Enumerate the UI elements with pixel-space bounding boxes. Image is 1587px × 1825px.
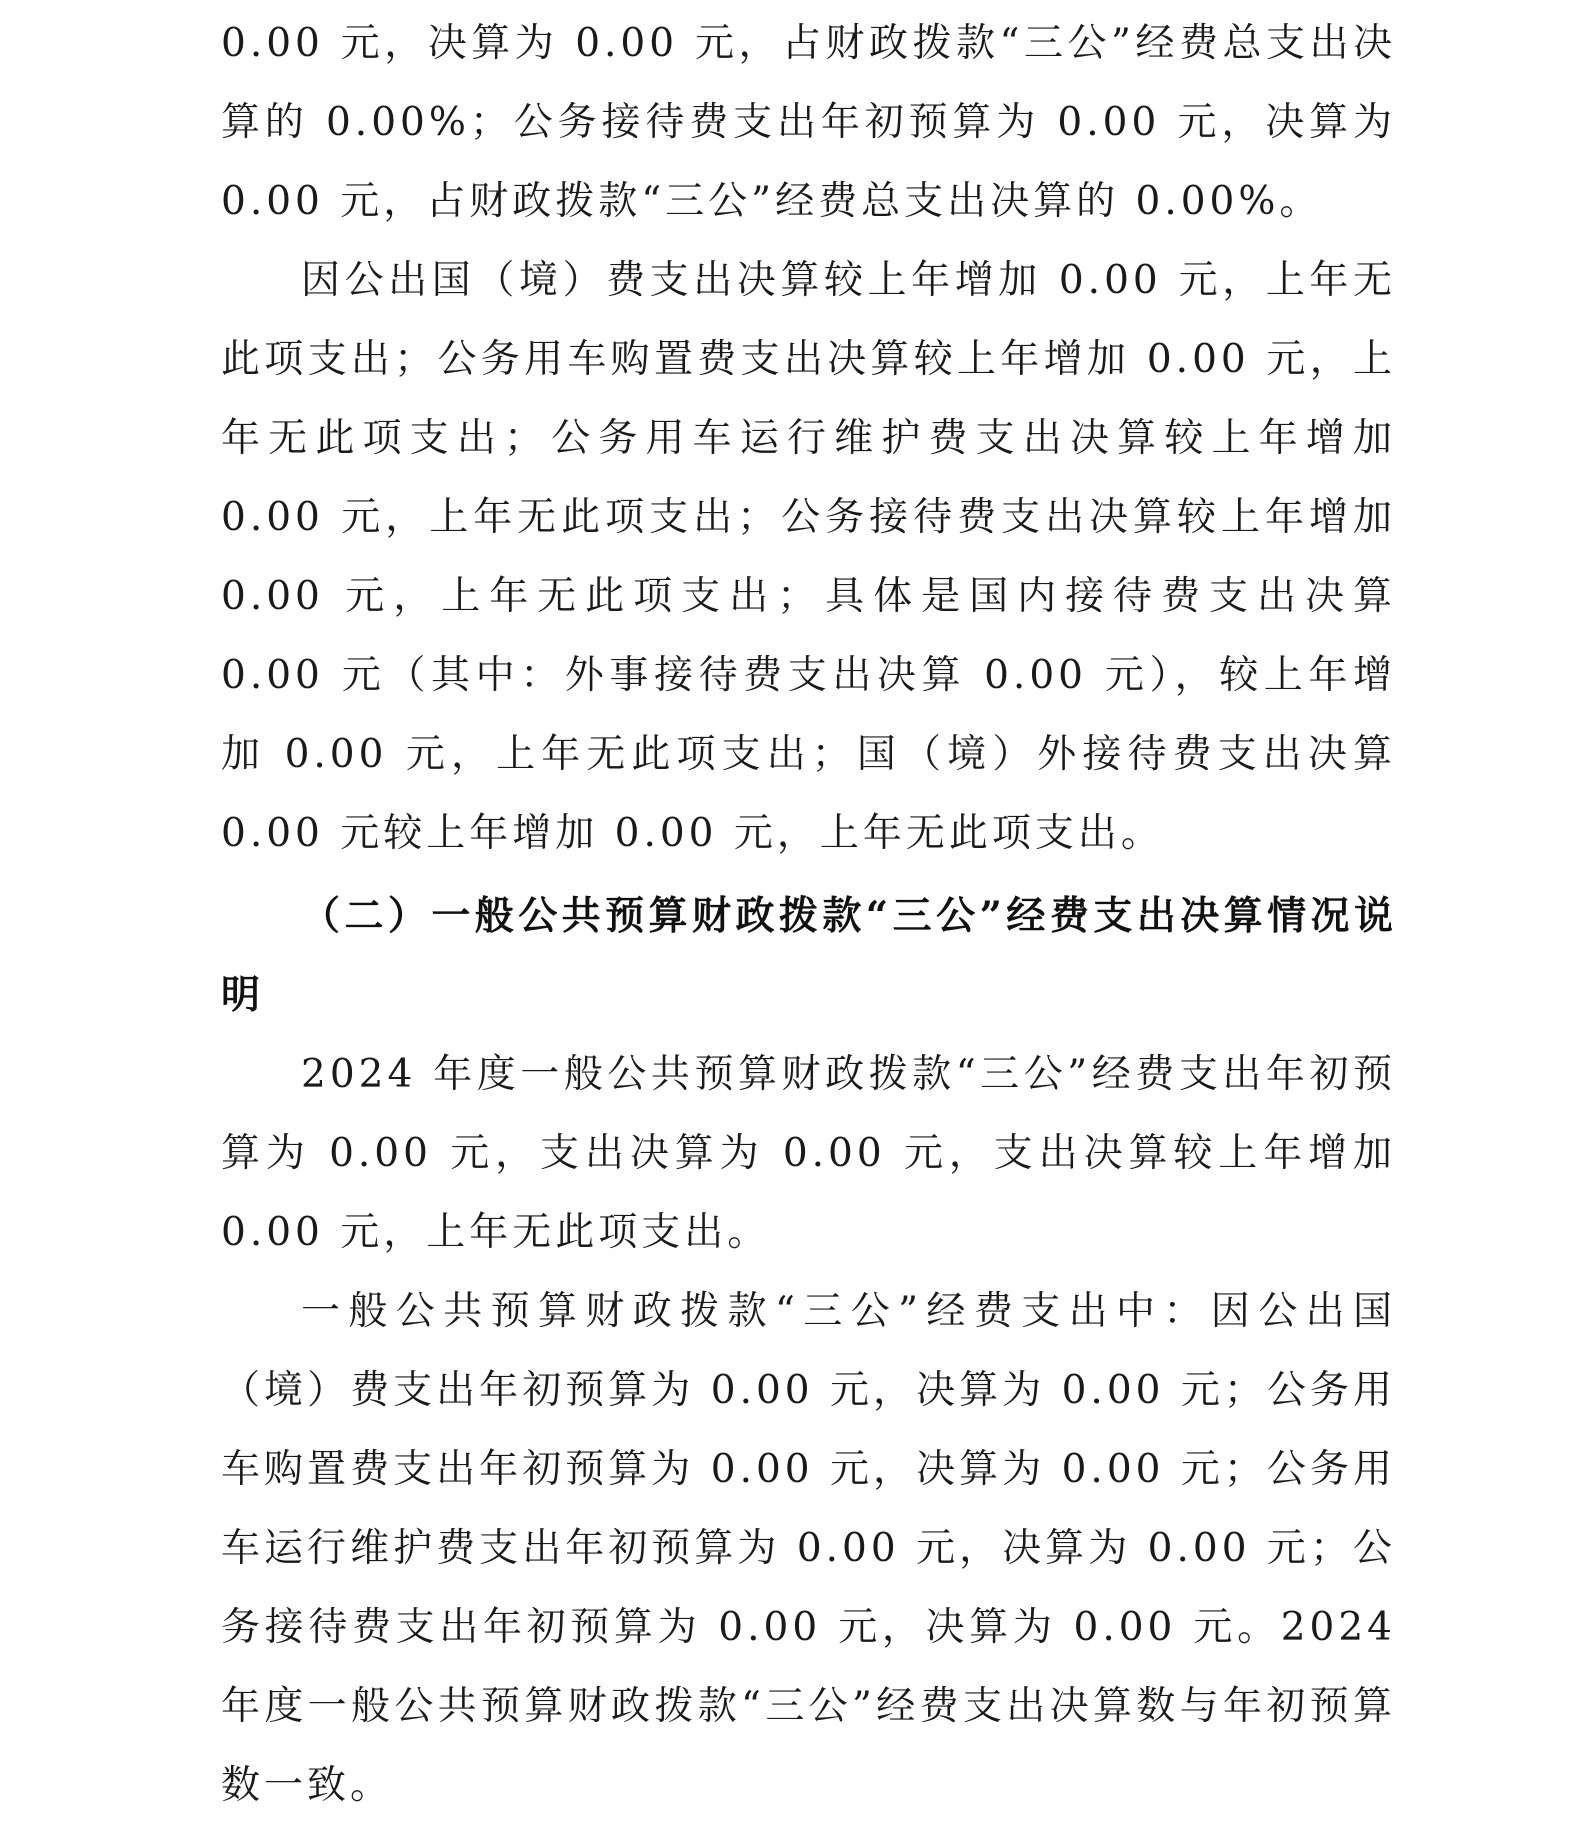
paragraph-year-over-year-change: 因公出国（境）费支出决算较上年增加 0.00 元，上年无此项支出；公务用车购置费支出决算较上年增加 0.00 元，上年无此项支出；公务用车运行维护费支出决算较上年增加 0.00 元，上年无此项支出；公务接待费支出决算较上年增加 0.00 元，上年无此项支出；具体是国内接待费支出决算 0.00 元（其中：外事接待费支出决算 0.00 元），较上年增加 0.00 元，上年无此项支出；国（境）外接待费支出决算 0.00 元较上年增加 0.00 元，上年无此项支出。: [221, 258, 1396, 856]
paragraph-expense-breakdown: 一般公共预算财政拨款“三公”经费支出中：因公出国（境）费支出年初预算为 0.00 元，决算为 0.00 元；公务用车购置费支出年初预算为 0.00 元，决算为 0.00 元；公务用车运行维护费支出年初预算为 0.00 元，决算为 0.00 元；公务接待费支出年初预算为 0.00 元，决算为 0.00 元。2024 年度一般公共预算财政拨款“三公”经费支出决算数与年初预算数一致。: [221, 1289, 1396, 1808]
document-page: [221, 0, 1396, 1808]
paragraph-annual-summary: 2024 年度一般公共预算财政拨款“三公”经费支出年初预算为 0.00 元，支出决算为 0.00 元，支出决算较上年增加 0.00 元，上年无此项支出。: [221, 1052, 1396, 1255]
paragraph-three-public-ratio-continued: 0.00 元，决算为 0.00 元，占财政拨款“三公”经费总支出决算的 0.00%；公务接待费支出年初预算为 0.00 元，决算为 0.00 元，占财政拨款“三公”经费总支出决算的 0.00%。: [221, 21, 1396, 224]
section-heading-general-budget: （二）一般公共预算财政拨款“三公”经费支出决算情况说明: [221, 893, 1396, 1018]
